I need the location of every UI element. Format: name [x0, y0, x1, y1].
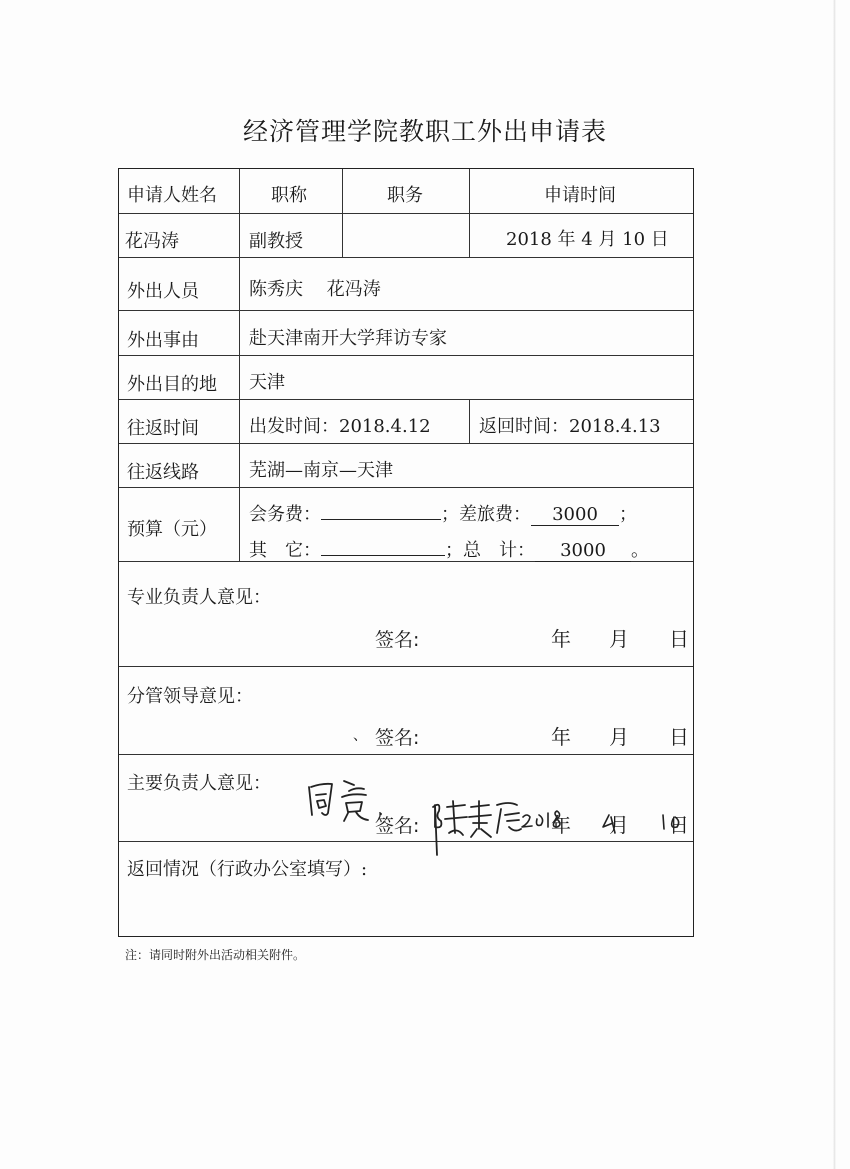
row-divider [119, 257, 693, 258]
main-year: 年 [551, 813, 571, 837]
scan-edge [833, 0, 836, 1169]
row-divider [119, 310, 693, 311]
row-divider [119, 355, 693, 356]
major-year: 年 [551, 627, 571, 651]
row-divider [119, 754, 693, 755]
destination-label: 外出目的地 [127, 374, 217, 395]
personnel-label: 外出人员 [127, 281, 199, 302]
total-label: ；总 计： [445, 540, 535, 561]
footnote: 注：请同时附外出活动相关附件。 [125, 948, 306, 962]
main-day: 日 [669, 813, 689, 837]
division-month: 月 [609, 725, 629, 749]
row-divider [119, 666, 693, 667]
header-position: 职务 [387, 185, 423, 206]
major-opinion-label: 专业负责人意见： [127, 587, 271, 608]
header-rank: 职称 [271, 185, 307, 206]
header-applicant-name: 申请人姓名 [127, 185, 217, 206]
row-divider [119, 213, 693, 214]
application-form-table [118, 168, 694, 937]
departure-time: 出发时间：2018.4.12 [249, 416, 431, 437]
handwritten-signature [427, 793, 689, 863]
applicant-name: 花冯涛 [125, 231, 179, 252]
total-value: 3000 [535, 541, 631, 562]
other-fee-value [321, 535, 445, 556]
column-divider [342, 169, 343, 257]
division-mark: 、 [353, 728, 367, 744]
application-date: 2018 年 4 月 10 日 [506, 229, 669, 250]
row-divider [119, 443, 693, 444]
reason-value: 赴天津南开大学拜访专家 [249, 328, 447, 349]
budget-line-2 [249, 535, 649, 562]
travel-fee-value: 3000 [531, 505, 619, 526]
travel-fee-end: ； [619, 504, 637, 525]
division-sign-label: 签名: [375, 727, 420, 749]
personnel-value: 陈秀庆 花冯涛 [249, 279, 381, 300]
budget-label: 预算（元） [127, 519, 217, 540]
travel-fee-label: ；差旅费： [441, 504, 531, 525]
time-label: 往返时间 [127, 418, 199, 439]
division-year: 年 [551, 725, 571, 749]
main-sign-label: 签名: [375, 815, 420, 837]
major-day: 日 [669, 627, 689, 651]
return-info-label: 返回情况（行政办公室填写）: [127, 859, 368, 880]
route-label: 往返线路 [127, 462, 199, 483]
meeting-fee-value [321, 499, 441, 520]
main-month: 月 [609, 813, 629, 837]
column-divider [469, 169, 470, 257]
row-divider [119, 487, 693, 488]
other-fee-label: 其 它： [249, 540, 321, 561]
main-opinion-label: 主要负责人意见： [127, 773, 271, 794]
major-sign-label: 签名: [375, 629, 420, 651]
budget-line-1 [249, 499, 637, 526]
column-divider [239, 169, 240, 561]
division-opinion-label: 分管领导意见： [127, 686, 253, 707]
return-time: 返回时间：2018.4.13 [479, 416, 661, 437]
destination-value: 天津 [249, 372, 285, 393]
row-divider [119, 399, 693, 400]
total-end: 。 [631, 540, 649, 561]
form-title: 经济管理学院教职工外出申请表 [242, 117, 607, 146]
header-date: 申请时间 [544, 185, 616, 206]
route-value: 芜湖—南京—天津 [249, 460, 393, 481]
applicant-rank: 副教授 [249, 231, 303, 252]
major-month: 月 [609, 627, 629, 651]
reason-label: 外出事由 [127, 330, 199, 351]
meeting-fee-label: 会务费： [249, 504, 321, 525]
handwritten-approval-opinion [304, 775, 404, 825]
column-divider [469, 399, 470, 443]
division-day: 日 [669, 725, 689, 749]
